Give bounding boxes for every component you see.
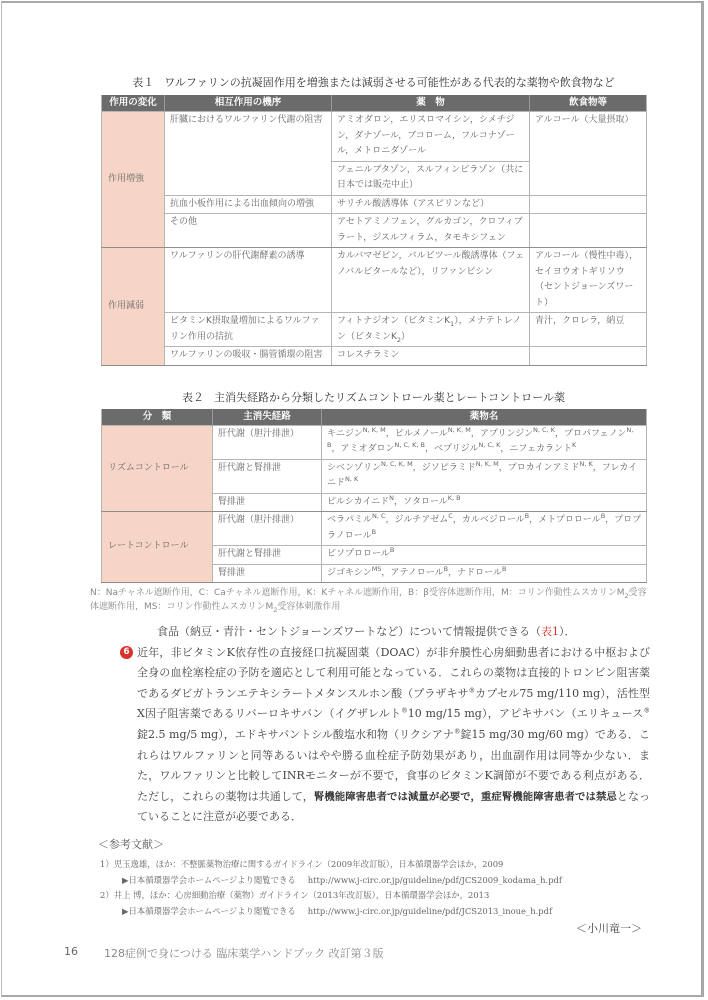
drug-action-code: N, C, K, M	[381, 459, 413, 468]
registered-mark: ®	[453, 727, 461, 736]
table2-header: 薬物名	[322, 409, 647, 426]
mechanism-cell: その他	[165, 214, 332, 248]
drug-action-code: N, K	[345, 475, 359, 483]
drug-name: ビソプロロール	[327, 549, 390, 559]
food-cell	[530, 195, 647, 214]
table1-header: 飲食物等	[530, 95, 647, 112]
table1-header: 相互作用の機序	[165, 95, 332, 112]
drug-text: ）	[401, 331, 411, 342]
reference-item: 1）児玉逸雄，ほか：不整脈薬物治療に関するガイドライン（2009年改訂版），日本循環器学会ほか，2009	[100, 859, 504, 869]
reference-link-label: ▶日本循環器学会ホームページより閲覧できる	[122, 905, 296, 916]
body-text-block	[123, 622, 651, 828]
table1-header-row	[102, 95, 647, 112]
table-row	[102, 347, 647, 366]
drug-name: ピルシカイニド	[327, 496, 390, 507]
item-number-badge: 6	[120, 646, 133, 659]
drug-name: シベンゾリン	[327, 462, 382, 473]
table-row	[102, 112, 647, 162]
drug-name: ジソピラミド	[421, 462, 476, 473]
drug-cell: フェニルブタゾン，スルフィンピラゾン（共に日本では販売中止）	[332, 161, 530, 195]
drug-text: フィトナジオン（ビタミンK	[337, 316, 451, 326]
mechanism-cell: ワルファリンの吸収・腸管循環の阻害	[165, 347, 332, 366]
note-text: 受容体刺激作用	[277, 602, 341, 612]
category-cell: 作用減弱	[102, 248, 165, 366]
drug-action-code: N, C, K	[478, 441, 501, 449]
paragraph-text: 錠15 mg/30 mg/60 mg）である．これらはワルファリンと同等あるいはやや勝る血栓症予防効果があり，出血副作用は同等か少ない．また，ワルファリンと比較してINRモニターが不要で，食事のビタミンK調節が不要である利点がある．ただし，これらの薬物は共通して，	[137, 727, 651, 803]
drugs-cell: ベラパミル$^{N, C}$，ジルチアゼム$^C$，カルベジロール$^B$，メトプロロール$^B$，プロプラノロール$^B$	[322, 512, 647, 546]
reference-url[interactable]: http://www.j-circ.or.jp/guideline/pdf/JCS2009_kodama_h.pdf	[307, 874, 563, 885]
drug-name: ニフェカラント	[509, 444, 572, 454]
drug-name: ソタロール	[403, 496, 448, 507]
reference-link-label: ▶日本循環器学会ホームページより閲覧できる	[122, 874, 296, 885]
drug-action-code: N, C, K, B	[394, 441, 426, 449]
drug-action-code: MS	[371, 564, 382, 573]
reference-link-line	[122, 873, 668, 889]
drugs-cell: ジゴキシン$^{MS}$，アテノロール$^B$，ナドロール$^B$	[322, 564, 647, 583]
table-row	[102, 195, 647, 214]
category-cell: 作用増強	[102, 112, 165, 248]
paragraph-text: 10 mg/15 mg），アピキサバン（エリキュース	[407, 707, 644, 721]
drug-action-code: B	[600, 512, 606, 520]
table2-footnote	[90, 586, 650, 614]
food-cell: アルコール（慢性中毒），セイヨウオトギリソウ（セントジョーンズワート）	[530, 248, 647, 313]
route-cell: 肝代謝と腎排泄	[213, 459, 322, 493]
table-row	[102, 425, 647, 459]
drug-cell: アセトアミノフェン，グルカゴン，クロフィブラート，ジスルフィラム，タモキシフェン	[332, 214, 530, 248]
drugs-cell: ピルシカイニド$^N$，ソタロール$^{K, B}$	[322, 493, 647, 512]
drug-name: カルベジロール	[461, 515, 525, 525]
table-row	[102, 512, 647, 546]
drug-name: フレカイニド	[327, 462, 638, 488]
page-number: 16	[64, 945, 78, 958]
registered-mark: ®	[643, 706, 650, 715]
drug-text: ），メナテトレノン（ビタミンK	[337, 316, 522, 342]
paragraph-2	[123, 643, 651, 828]
drugs-cell	[322, 546, 647, 565]
paragraph-1	[137, 622, 650, 643]
drug-action-code: N, B	[327, 425, 634, 449]
paragraph-text: 食品（納豆・青汁・セントジョーンズワートなど）について情報提供できる（	[157, 625, 542, 638]
table2-header: 主消失経路	[213, 409, 322, 426]
drug-action-code: N, K, M	[447, 425, 471, 434]
reference-url[interactable]: http://www.j-circ.or.jp/guideline/pdf/JCS2013_inoue_h.pdf	[307, 905, 553, 916]
route-cell: 肝代謝（胆汁排泄）	[213, 512, 322, 546]
emphasis-text: 腎機能障害患者では減量が必要で，重症腎機能障害患者では禁忌	[313, 790, 617, 803]
drug-name: ジルチアゼム	[394, 515, 449, 525]
drug-action-code: B	[389, 546, 395, 554]
drug-name: ジゴキシン	[327, 567, 372, 578]
table1	[101, 95, 647, 366]
drug-name: プロプラノロール	[327, 515, 642, 541]
route-cell: 肝代謝（胆汁排泄）	[213, 425, 322, 459]
drug-cell: サリチル酸誘導体（アスピリンなど）	[332, 195, 530, 214]
note-text: 受容体遮断作用，MS：コリン作動性ムスカリンM	[90, 588, 647, 612]
drug-action-code: B	[501, 564, 507, 573]
subscript: 2	[396, 335, 402, 344]
registered-mark: ®	[468, 686, 476, 695]
table1-number: 表１	[132, 76, 155, 89]
mechanism-cell: ビタミンK摂取量増加によるワルファリン作用の拮抗	[165, 313, 332, 347]
mechanism-cell: ワルファリンの肝代謝酵素の誘導	[165, 248, 332, 313]
drug-action-code: C	[448, 512, 453, 520]
drug-action-code: N	[389, 493, 395, 502]
drug-name: アミオダロン	[340, 444, 395, 454]
table2-caption	[61, 390, 686, 406]
paragraph-text: 錠2.5 mg/5 mg），エドキサバントシル酸塩水和物（リクシアナ	[137, 727, 454, 741]
mechanism-cell: 肝臓におけるワルファリン代謝の阻害	[165, 112, 332, 196]
subscript: 2	[273, 605, 278, 614]
paragraph-text: 近年，非ビタミンK依存性の直接経口抗凝固薬（DOAC）が非弁膜性心房細動患者における中枢および全身の血栓塞栓症の予防を適応として利用可能となっている．これらの薬物は直接的トロンビン阻害薬であるダビガトランエテキシラートメタンスルホン酸（プラザキサ	[137, 645, 650, 700]
drug-name: ナドロール	[457, 567, 502, 578]
food-cell: 青汁，クロレラ，納豆	[530, 313, 647, 347]
route-cell: 腎排泄	[213, 564, 322, 583]
drug-name: アテノロール	[390, 567, 444, 578]
drug-name: ピルメノール	[394, 428, 448, 439]
references-title: ＜参考文献＞	[98, 838, 164, 851]
note-text: N：Naチャネル遮断作用，C：Caチャネル遮断作用，K：Kチャネル遮断作用，B：β受容体遮断作用，M：コリン作動性ムスカリンM	[90, 588, 625, 598]
drug-action-code: B	[443, 564, 449, 573]
subscript: 2	[624, 591, 629, 600]
drug-action-code: K, B	[447, 493, 461, 502]
table2-header: 分 類	[102, 409, 213, 426]
route-cell: 腎排泄	[213, 493, 322, 512]
drug-action-code: B	[371, 527, 377, 536]
references-block	[98, 836, 668, 919]
category-cell: レートコントロール	[102, 512, 213, 583]
subscript: 1	[450, 319, 455, 328]
table1-header: 作用の変化	[102, 95, 165, 112]
table2-number: 表２	[182, 390, 205, 404]
table-row	[102, 214, 647, 248]
drug-name: ベプリジル	[434, 444, 479, 454]
drugs-cell: シベンゾリン$^{N, C, K, M}$，ジソピラミド$^{N, K, M}$，プロカインアミド$^{N, K}$，フレカイニド$^{N, K}$	[322, 459, 647, 493]
mechanism-cell: 抗血小板作用による出血傾向の増強	[165, 195, 332, 214]
drug-name: アプリンジン	[479, 428, 534, 439]
drug-name: キニジン	[327, 428, 363, 439]
reference-item: 2）井上 博，ほか：心房細動治療（薬物）ガイドライン（2013年改訂版），日本循環器学会ほか，2013	[100, 890, 490, 900]
food-cell	[530, 214, 647, 248]
drug-action-code: N, K	[579, 459, 593, 468]
food-cell	[530, 347, 647, 366]
drugs-cell: キニジン$^{N, K, M}$，ピルメノール$^{N, K, M}$，アプリンジン$^{N, C, K}$，プロパフェノン$^{N, B}$，アミオダロン$^{N, C, K, B}$，ベプリジル$^{N, C, K}$，ニフェカラント$^K$	[322, 425, 647, 459]
drug-action-code: N, K, M	[475, 459, 499, 468]
drug-action-code: N, C, K	[533, 425, 555, 434]
paragraph-text: となっていることに注意が必要である．	[137, 789, 651, 824]
table-row	[102, 248, 647, 313]
drug-cell: カルバマゼピン，バルビツール酸誘導体（フェノバルビタールなど），リファンピシン	[332, 248, 530, 313]
table2-title: 主消失経路から分類したリズムコントロール薬とレートコントロール薬	[214, 390, 565, 404]
drug-action-code: N, K, M	[362, 425, 386, 434]
drug-cell: アミオダロン，エリスロマイシン，シメチジン，ダナゾール，ブコローム，フルコナゾール，メトロニダゾール	[332, 112, 530, 162]
category-cell: リズムコントロール	[102, 425, 213, 512]
reference-link-line	[122, 904, 668, 920]
table2	[101, 409, 647, 584]
drug-action-code: B	[524, 512, 530, 520]
book-title: 128症例で身につける 臨床薬学ハンドブック 改訂第３版	[104, 947, 384, 960]
author-name: ＜小川竜一＞	[576, 922, 642, 935]
table1-header: 薬 物	[332, 95, 530, 112]
drug-cell: コレスチラミン	[332, 347, 530, 366]
table1-block	[90, 75, 647, 614]
drug-cell	[332, 313, 530, 347]
drug-name: メトプロロール	[538, 515, 601, 525]
route-cell: 肝代謝と腎排泄	[213, 546, 322, 565]
table1-title: ワルファリンの抗凝固作用を増強または減弱させる可能性がある代表的な薬物や飲食物など	[164, 76, 615, 89]
table2-header-row	[102, 409, 647, 426]
drug-name: プロパフェノン	[563, 428, 627, 439]
food-cell: アルコール（大量摂取）	[530, 112, 647, 196]
drug-action-code: N, C	[372, 512, 386, 520]
paragraph-text: ）．	[559, 625, 576, 638]
table1-caption	[61, 75, 686, 91]
drug-action-code: K	[571, 441, 577, 449]
paragraph-text: カプセル75 mg/110 mg），活性型X因子阻害薬であるリバーロキサバン（イグザレルト	[137, 686, 650, 721]
drug-name: プロカインアミド	[507, 462, 580, 473]
table1-link[interactable]: 表1	[541, 625, 560, 638]
table-row	[102, 313, 647, 347]
drug-name: ベラパミル	[327, 515, 373, 525]
registered-mark: ®	[401, 706, 408, 715]
